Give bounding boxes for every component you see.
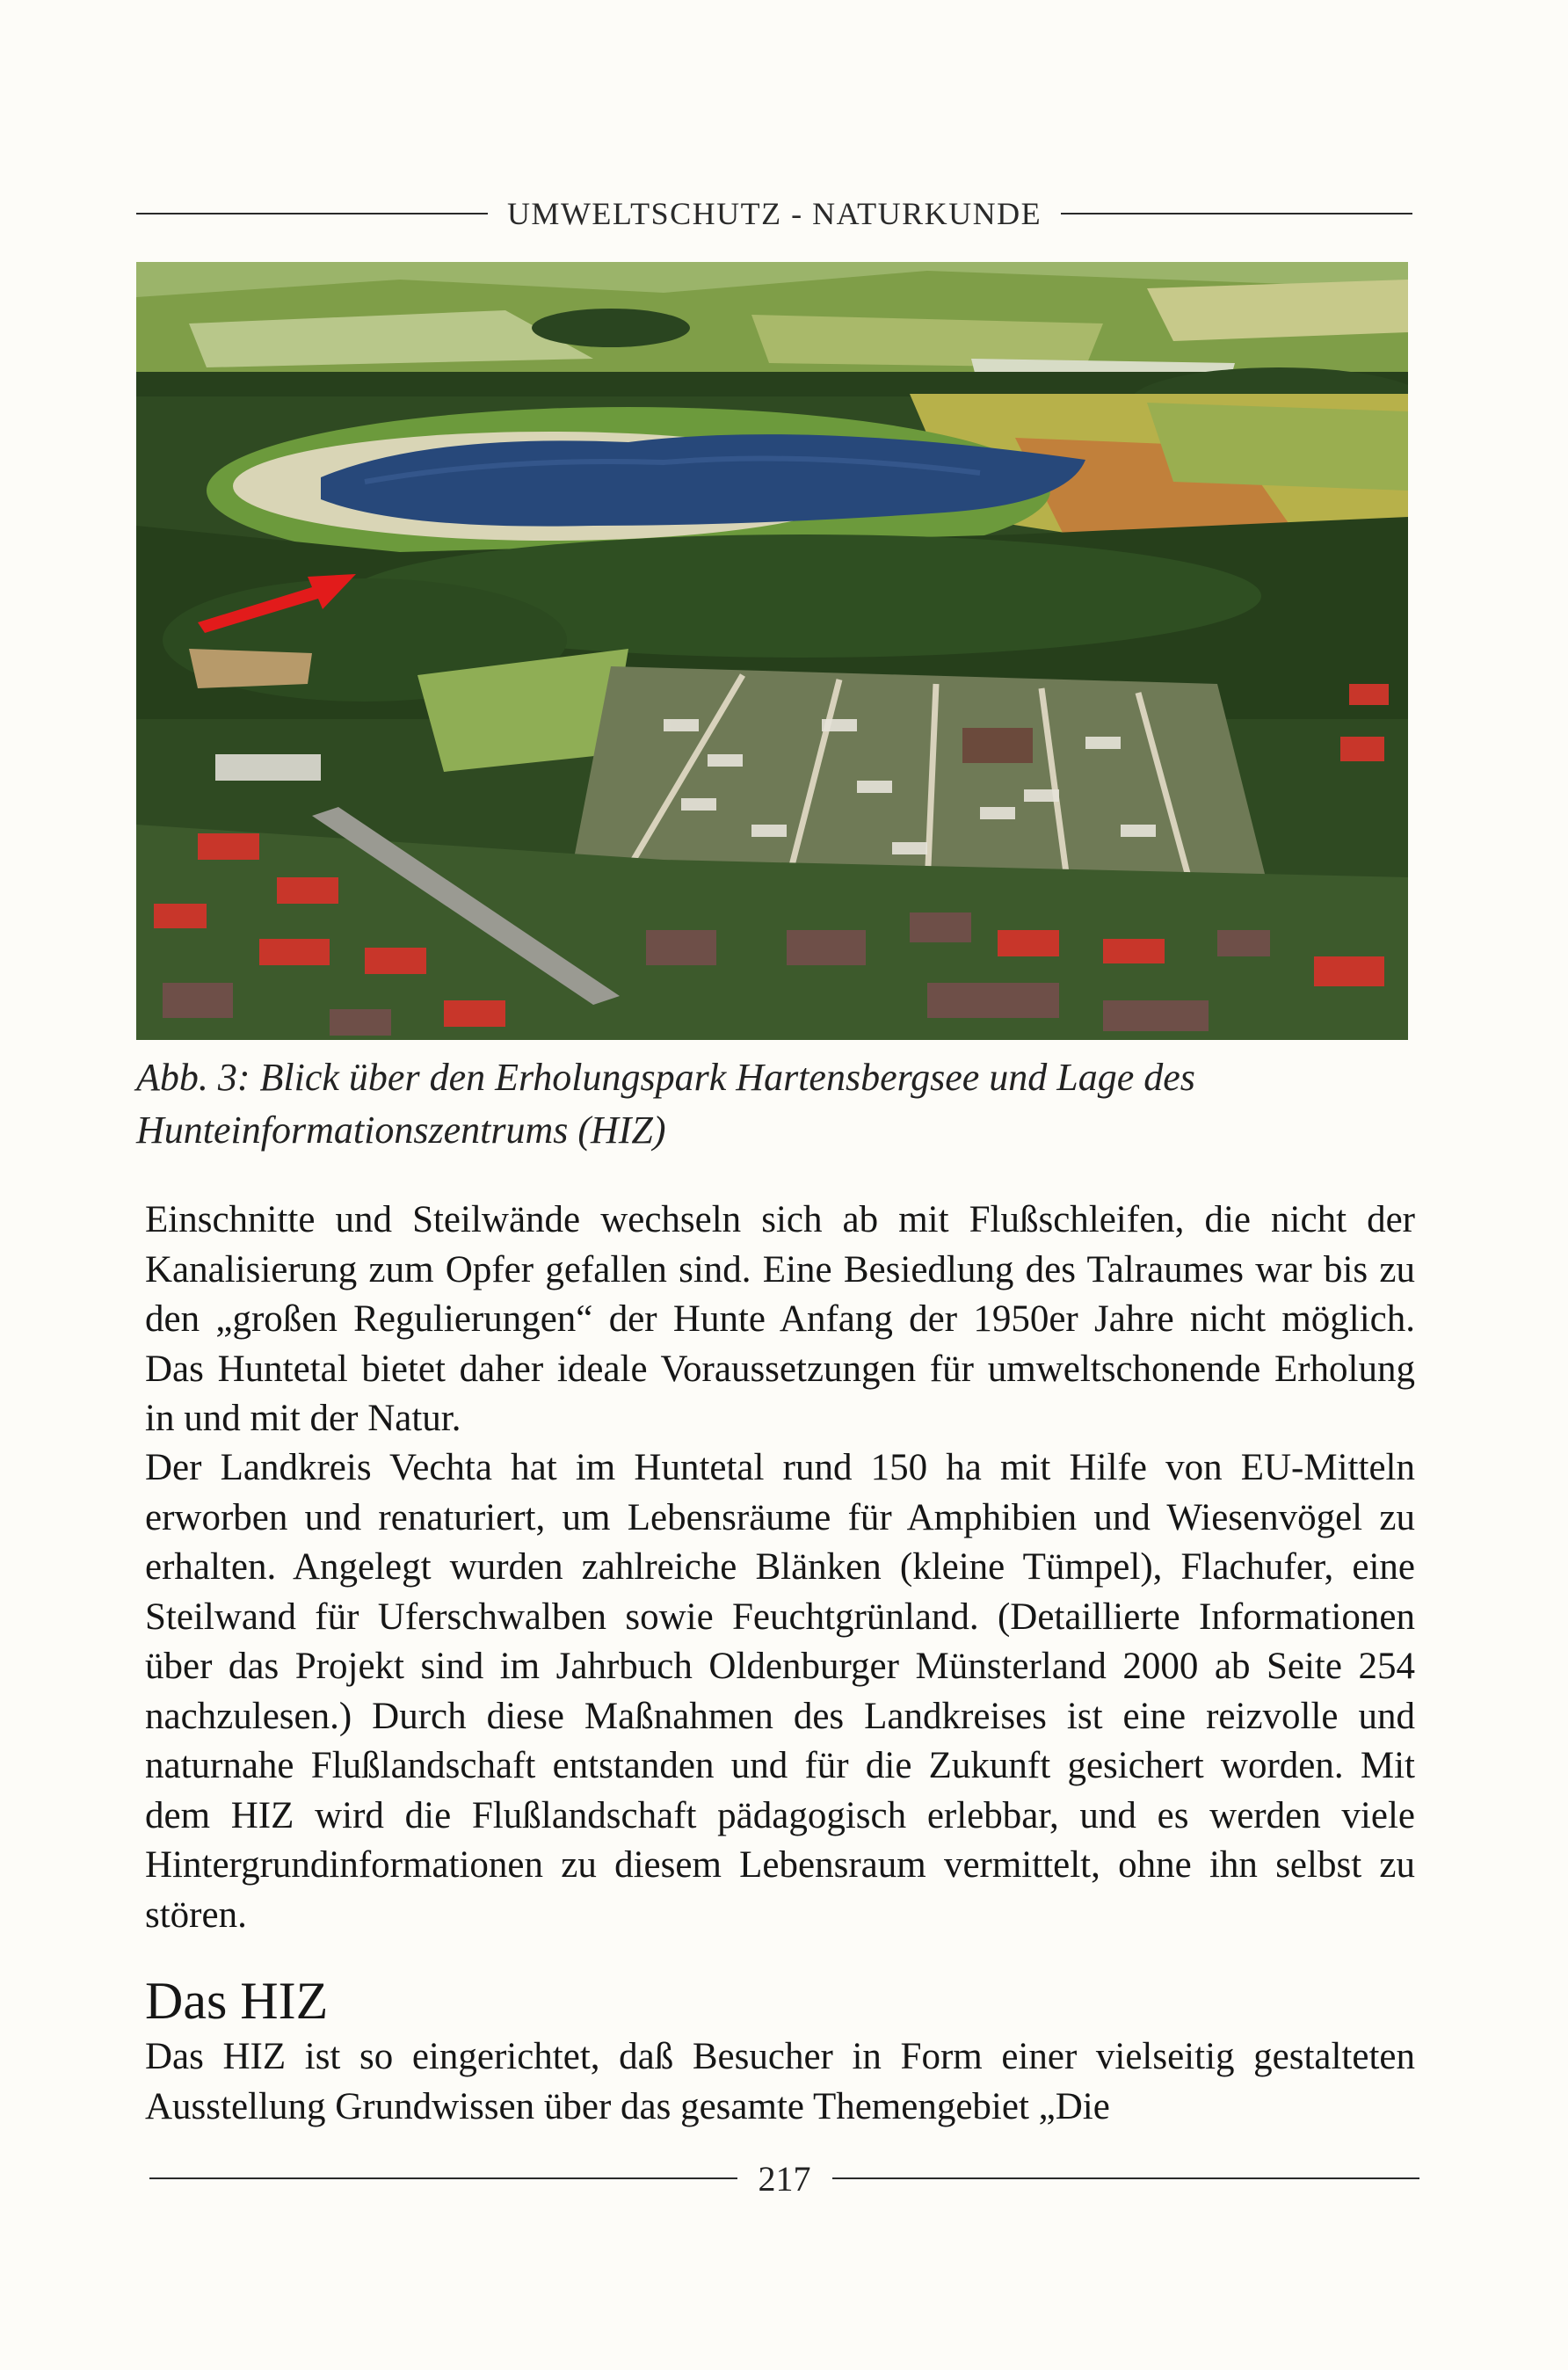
body-paragraph-1 [145,1196,1415,1444]
footer-rule-right [832,2177,1420,2179]
page-footer [149,2154,1419,2203]
header-rule-left [136,213,488,214]
paragraph-text: Der Landkreis Vechta hat im Huntetal rund 150 ha mit Hilfe von EU-Mitteln erworben und renaturiert, um Lebensräume für Amphibien und Wiesenvögel zu erhalten. Angelegt wurden zahlreiche Blänken (kleine Tümpel), Flachufer, eine Steilwand für Uferschwalben sowie Feuchtgrünland. (Detaillierte Informationen über das Projekt sind im Jahrbuch Oldenburger Münsterland 2000 ab Seite 254 nachzulesen.) Durch diese Maßnahmen des Landkreises ist eine reizvolle und naturnahe Flußlandschaft entstanden und für die Zukunft gesichert worden. Mit dem HIZ wird die Flußlandschaft pädagogisch erlebbar, und es werden viele Hintergrundinformationen zu diesem Lebensraum vermittelt, ohne ihn selbst zu stören. [145,1447,1415,1936]
body-paragraph-3 [145,2032,1415,2132]
aerial-photo [136,262,1408,1040]
header-rule-right [1061,213,1412,214]
body-paragraph-2 [145,1443,1415,1940]
footer-rule-left [149,2177,737,2179]
paragraph-text: Das HIZ ist so eingerichtet, daß Besucher in Form einer vielseitig gestalteten Ausstellung Grundwissen über das gesamte Themengebiet „Die [145,2036,1415,2127]
header-title: UMWELTSCHUTZ - NATURKUNDE [506,196,1042,231]
section-heading: Das HIZ [145,1972,329,2030]
running-header [136,192,1412,236]
paragraph-text: Einschnitte und Steilwände wechseln sich ab mit Flußschleifen, die nicht der Kanalisierung zum Opfer gefallen sind. Eine Besiedlung des Talraumes war bis zu den „großen Regulierungen“ der Hunte Anfang der 1950er Jahre nicht möglich. Das Huntetal bietet daher ideale Voraussetzungen für umweltschonende Erholung in und mit der Natur. [145,1199,1415,1439]
page-number: 217 [758,2158,811,2199]
figure-caption: Abb. 3: Blick über den Erholungspark Hartensbergsee und Lage des Hunteinformationszentrums (HIZ) [136,1056,1195,1152]
